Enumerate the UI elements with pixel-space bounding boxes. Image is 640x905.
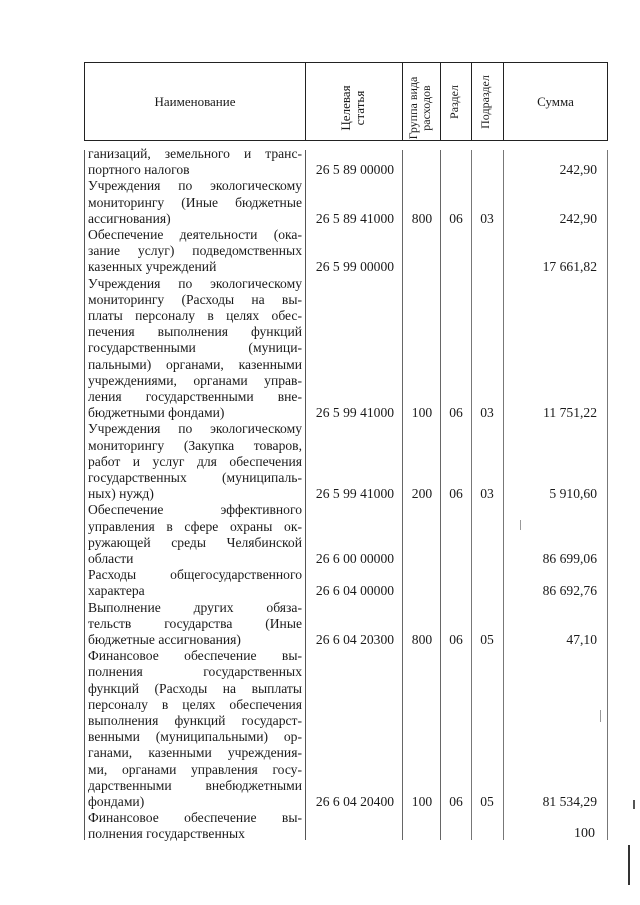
row-name-line: ми, органами управления госу-	[88, 761, 302, 777]
table-right-border	[607, 62, 608, 140]
row-name-line: функций (Расходы на выплаты	[88, 680, 302, 696]
row-target-article: 26 6 04 00000	[315, 583, 395, 599]
row-sum: 47,10	[566, 631, 597, 647]
row-expense-group: 800	[411, 210, 433, 226]
row-name-line: государственных (муниципаль-	[88, 470, 302, 485]
row-target-article: 26 6 04 20300	[315, 631, 395, 647]
row-name-line: Финансовое обеспечение вы-	[88, 648, 302, 664]
row-name-line: тельств государства (Иные	[88, 615, 302, 631]
table-row	[0, 146, 640, 178]
row-name-line: характера	[88, 583, 145, 599]
col-divider-name	[305, 62, 306, 140]
row-name-line: учреждениями, органами управ-	[88, 372, 302, 388]
scan-mark	[520, 520, 521, 530]
row-section: 06	[449, 405, 463, 421]
row-name-line: государственными (муници-	[88, 340, 302, 356]
row-target-article: 26 5 99 41000	[315, 486, 395, 502]
row-sum: 17 661,82	[542, 259, 597, 275]
row-name-line: Учреждения по экологическому	[88, 421, 302, 437]
table-row	[0, 276, 640, 422]
row-name-line: выполнения функций государст-	[88, 713, 302, 728]
row-name-line: Обеспечение деятельности (ока-	[88, 227, 302, 242]
row-section: 06	[449, 486, 463, 502]
row-name-line: Учреждения по экологическому	[88, 275, 302, 291]
scan-mark	[628, 845, 630, 885]
row-name-line: Финансовое обеспечение вы-	[88, 810, 302, 826]
row-section: 06	[449, 210, 463, 226]
row-name	[88, 567, 302, 599]
col-divider-code	[402, 62, 403, 140]
row-name-line: платы персоналу в целях обес-	[88, 308, 302, 323]
header-sum: Сумма	[537, 93, 574, 109]
row-name	[88, 276, 302, 422]
row-name-line: пальными) органами, казенными	[88, 356, 302, 372]
row-sum: 81 534,29	[542, 793, 597, 809]
row-name-line: персоналу в целях обеспечения	[88, 696, 302, 712]
row-name-line: Обеспечение эффективного	[88, 502, 302, 518]
row-name-line: Расходы общегосударственного	[88, 567, 302, 583]
table-row	[0, 648, 640, 810]
row-sum: 242,90	[559, 210, 597, 226]
row-expense-group: 800	[411, 631, 433, 647]
col-divider-section	[471, 62, 472, 140]
row-section: 06	[449, 631, 463, 647]
col-divider-group	[440, 62, 441, 140]
row-sum: 86 692,76	[542, 583, 597, 599]
row-name-line: полнения государственных	[88, 826, 245, 842]
row-name-line: области	[88, 551, 134, 566]
row-name-line: портного налогов	[88, 162, 190, 178]
row-name	[88, 227, 302, 276]
header-name: Наименование	[154, 93, 236, 109]
row-name-line: мониторингу (Расходы на вы-	[88, 291, 302, 307]
row-target-article: 26 5 99 00000	[315, 259, 395, 275]
scan-mark	[633, 800, 635, 809]
row-name	[88, 502, 302, 567]
row-name-line: Учреждения по экологическому	[88, 178, 302, 194]
row-subsection: 03	[480, 405, 494, 421]
row-name	[88, 146, 302, 178]
row-target-article: 26 5 89 41000	[315, 210, 395, 226]
table-row	[0, 810, 640, 842]
row-sum: 5 910,60	[549, 486, 597, 502]
row-sum: 86 699,06	[542, 550, 597, 566]
row-subsection: 03	[480, 210, 494, 226]
row-subsection: 03	[480, 486, 494, 502]
table-row	[0, 421, 640, 502]
row-name-line: управления в сфере охраны ок-	[88, 518, 302, 534]
scan-mark	[600, 710, 601, 722]
row-subsection: 05	[480, 631, 494, 647]
table-row	[0, 178, 640, 227]
row-expense-group: 200	[411, 486, 433, 502]
row-name-line: работ и услуг для обеспечения	[88, 453, 302, 469]
row-name-line: казенных учреждений	[88, 259, 217, 275]
row-name-line: Выполнение других обяза-	[88, 599, 302, 615]
table-row	[0, 227, 640, 276]
row-target-article: 26 5 99 41000	[315, 405, 395, 421]
row-name-line: печения выполнения функций	[88, 324, 302, 340]
row-name-line: мониторингу (Закупка товаров,	[88, 437, 302, 453]
row-name-line: ных) нужд)	[88, 486, 154, 502]
row-name	[88, 600, 302, 649]
row-name	[88, 648, 302, 810]
header-expense-group: Группа вида расходов	[406, 76, 433, 140]
row-name-line: бюджетные ассигнования)	[88, 632, 241, 647]
row-name-line: бюджетными фондами)	[88, 405, 225, 421]
row-name	[88, 421, 302, 502]
row-name-line: зание услуг) подведомственных	[88, 243, 302, 259]
page-number: 100	[574, 826, 595, 841]
row-name-line: ления государственными вне-	[88, 389, 302, 405]
header-section: Раздел	[447, 85, 461, 119]
row-name-line: ружающей среды Челябинской	[88, 534, 302, 550]
row-name-line: дарственными внебюджетными	[88, 777, 302, 793]
row-name-line: мониторингу (Иные бюджетные	[88, 194, 302, 210]
table-row	[0, 502, 640, 567]
row-subsection: 05	[480, 793, 494, 809]
row-expense-group: 100	[411, 405, 433, 421]
row-target-article: 26 6 00 00000	[315, 550, 395, 566]
row-name-line: ганизаций, земельного и транс-	[88, 146, 302, 161]
table-row	[0, 600, 640, 649]
row-target-article: 26 6 04 20400	[315, 793, 395, 809]
row-name-line: ганами, казенными учреждения-	[88, 745, 302, 761]
row-name	[88, 810, 302, 842]
row-name-line: фондами)	[88, 794, 145, 810]
row-expense-group: 100	[411, 793, 433, 809]
row-name	[88, 178, 302, 227]
row-section: 06	[449, 793, 463, 809]
row-name-line: ассигнования)	[88, 210, 171, 226]
header-subsection: Подраздел	[478, 75, 492, 129]
row-target-article: 26 5 89 00000	[315, 162, 395, 178]
row-name-line: венными (муниципальными) ор-	[88, 729, 302, 745]
row-name-line: полнения государственных	[88, 664, 302, 680]
row-sum: 242,90	[559, 162, 597, 178]
table-row	[0, 567, 640, 599]
header-target-article: Целевая статья	[338, 85, 367, 131]
row-sum: 11 751,22	[543, 405, 597, 421]
